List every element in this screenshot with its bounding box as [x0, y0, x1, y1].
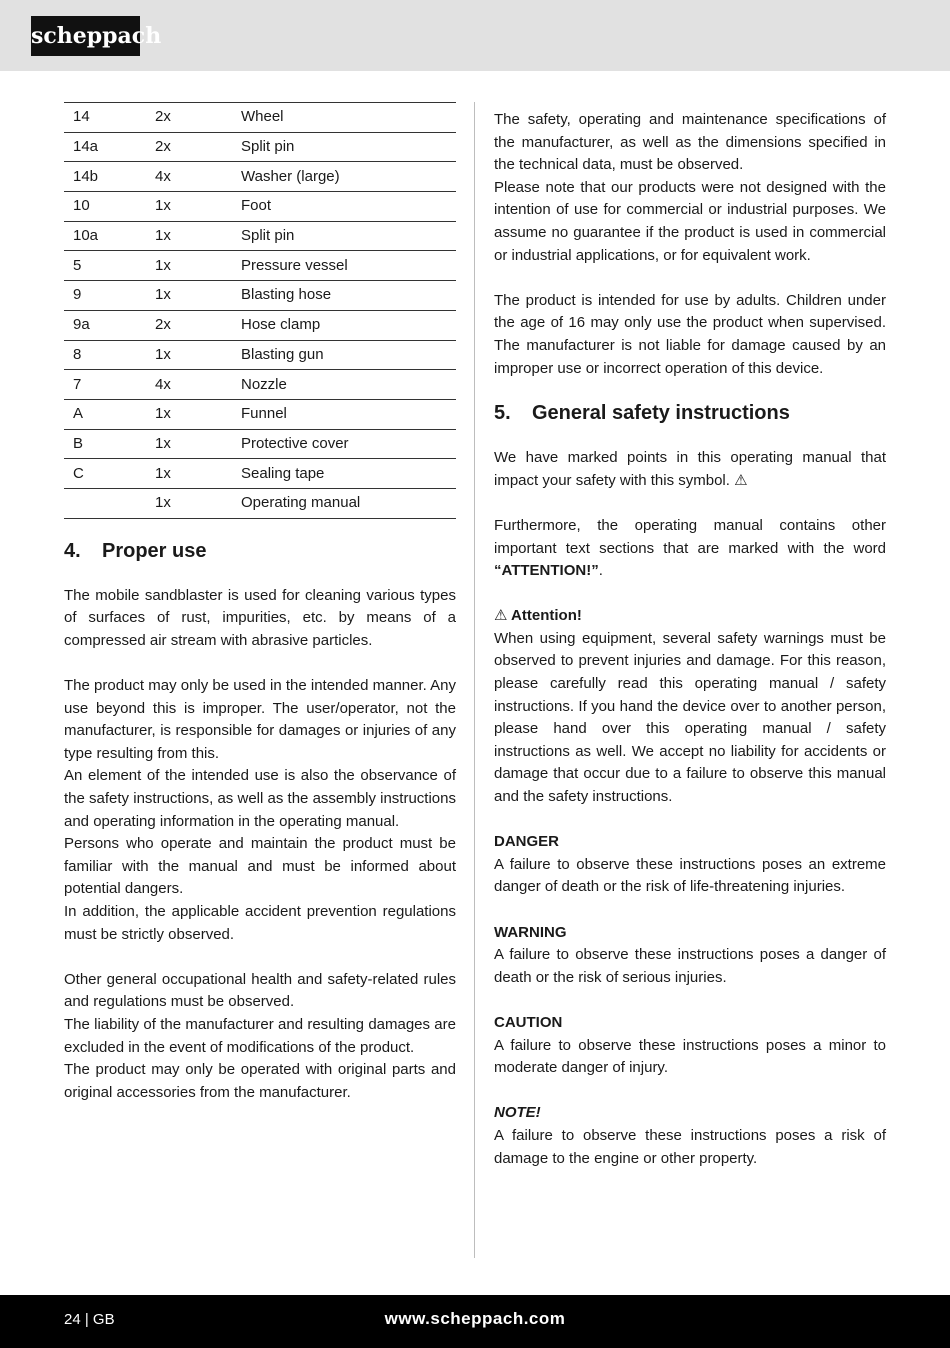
part-quantity: 2x — [146, 103, 232, 133]
page-number: 24 | GB — [64, 1311, 115, 1328]
proper-use-paragraph: The product may only be used in the intended manner. Any use beyond this is improper. The user/operator, not the manufacturer, is responsible for damages or injuries of any type resulting from this. — [64, 677, 456, 762]
scheppach-logo: scheppach — [31, 16, 140, 56]
part-number: 10a — [64, 221, 146, 251]
part-quantity: 1x — [146, 340, 232, 370]
attention-heading: ⚠ Attention! — [494, 607, 582, 625]
section-5-title: General safety instructions — [532, 402, 790, 425]
part-name: Hose clamp — [232, 310, 456, 340]
part-quantity: 1x — [146, 488, 232, 518]
table-row — [64, 399, 456, 429]
section-5-number: 5. — [494, 402, 511, 425]
part-number: 9 — [64, 281, 146, 311]
part-quantity: 2x — [146, 132, 232, 162]
proper-use-paragraph: An element of the intended use is also the observance of the safety instructions, as well as the assembly instructions and operating information in the operating manual. — [64, 767, 456, 830]
table-row — [64, 221, 456, 251]
table-row — [64, 340, 456, 370]
section-4-heading — [64, 539, 456, 563]
part-name: Wheel — [232, 103, 456, 133]
part-number: 10 — [64, 192, 146, 222]
website-url: www.scheppach.com — [384, 1309, 566, 1328]
section-4-number: 4. — [64, 539, 81, 562]
table-row — [64, 459, 456, 489]
part-quantity: 2x — [146, 310, 232, 340]
intro-paragraph: Please note that our products were not designed with the intention of use for commercial or industrial purposes. We assume no guarantee if the product is used in commercial or industrial applications, or for equivalent work. — [494, 178, 886, 264]
part-name: Funnel — [232, 399, 456, 429]
part-name: Blasting gun — [232, 340, 456, 370]
table-row — [64, 370, 456, 400]
part-quantity: 1x — [146, 221, 232, 251]
table-row — [64, 192, 456, 222]
table-row — [64, 103, 456, 133]
part-name: Washer (large) — [232, 162, 456, 192]
table-row — [64, 162, 456, 192]
left-column — [64, 102, 456, 1104]
part-number: 9a — [64, 310, 146, 340]
attention-text: When using equipment, several safety warnings must be observed to prevent injuries and damage. For this reason, please carefully read this operating manual / safety instructions. If you hand the device over to another person, please hand over this operating manual / safety instructions as well. We accept no liability for accidents or damage that occur due to a failure to observe this manual and the safety instructions. — [494, 629, 886, 806]
section-5-heading — [494, 401, 886, 425]
proper-use-paragraph: The liability of the manufacturer and resulting damages are excluded in the event of modifications of the product. — [64, 1015, 456, 1056]
part-quantity: 1x — [146, 459, 232, 489]
page-header — [0, 0, 950, 71]
safety-symbol-paragraph: We have marked points in this operating manual that impact your safety with this symbol. ⚠ — [494, 449, 886, 489]
table-row — [64, 251, 456, 281]
part-name: Split pin — [232, 221, 456, 251]
part-name: Blasting hose — [232, 281, 456, 311]
proper-use-paragraph: Persons who operate and maintain the product must be familiar with the manual and must be informed about potential dangers. — [64, 835, 456, 898]
attention-word-paragraph — [494, 515, 886, 583]
page-footer — [0, 1295, 950, 1348]
part-name: Operating manual — [232, 488, 456, 518]
warning-text: A failure to observe these instructions poses a danger of death or the risk of serious injuries. — [494, 946, 886, 986]
part-name: Pressure vessel — [232, 251, 456, 281]
part-name: Split pin — [232, 132, 456, 162]
proper-use-paragraph: Other general occupational health and safety-related rules and regulations must be observed. — [64, 970, 456, 1011]
caution-heading: CAUTION — [494, 1013, 563, 1031]
parts-table — [64, 102, 456, 519]
attention-word: “ATTENTION!” — [494, 562, 599, 580]
part-number: B — [64, 429, 146, 459]
part-name: Foot — [232, 192, 456, 222]
caution-text: A failure to observe these instructions poses a minor to moderate danger of injury. — [494, 1036, 886, 1077]
note-heading: NOTE! — [494, 1104, 541, 1122]
table-row — [64, 310, 456, 340]
warning-heading: WARNING — [494, 923, 567, 941]
table-row — [64, 488, 456, 518]
table-row — [64, 132, 456, 162]
table-row — [64, 281, 456, 311]
section-4-title: Proper use — [102, 539, 207, 562]
part-number: 14b — [64, 162, 146, 192]
part-quantity: 4x — [146, 370, 232, 400]
part-quantity: 1x — [146, 399, 232, 429]
intro-paragraph: The safety, operating and maintenance specifications of the manufacturer, as well as the dimensions specified in the technical data, must be observed. — [494, 111, 886, 174]
part-number: 7 — [64, 370, 146, 400]
part-name: Nozzle — [232, 370, 456, 400]
part-number: 14a — [64, 132, 146, 162]
part-quantity: 1x — [146, 281, 232, 311]
attention-word-text: Furthermore, the operating manual contains other important text sections that are marked with the word — [494, 516, 886, 557]
part-number: A — [64, 399, 146, 429]
attention-word-end: . — [598, 562, 603, 580]
column-divider — [474, 102, 475, 1258]
table-row — [64, 429, 456, 459]
part-quantity: 1x — [146, 251, 232, 281]
part-quantity: 4x — [146, 162, 232, 192]
intro-paragraph: The product is intended for use by adults. Children under the age of 16 may only use the product when supervised. The manufacturer is not liable for damage caused by an improper use or incorrect operation of this device. — [494, 291, 886, 377]
danger-text: A failure to observe these instructions poses an extreme danger of death or the risk of life-threatening injuries. — [494, 855, 886, 896]
proper-use-paragraph: In addition, the applicable accident prevention regulations must be strictly observed. — [64, 902, 456, 943]
part-number: C — [64, 459, 146, 489]
proper-use-paragraph: The mobile sandblaster is used for cleaning various types of surfaces of rust, impurities, etc. by means of a compressed air stream with abrasive particles. — [64, 586, 456, 649]
part-number: 5 — [64, 251, 146, 281]
danger-heading: DANGER — [494, 833, 560, 851]
part-quantity: 1x — [146, 429, 232, 459]
part-number: 8 — [64, 340, 146, 370]
part-name: Protective cover — [232, 429, 456, 459]
note-text: A failure to observe these instructions poses a risk of damage to the engine or other property. — [494, 1126, 886, 1167]
part-name: Sealing tape — [232, 459, 456, 489]
proper-use-paragraph: The product may only be operated with original parts and original accessories from the manufacturer. — [64, 1061, 456, 1101]
right-column — [494, 109, 886, 1170]
part-quantity: 1x — [146, 192, 232, 222]
part-number: 14 — [64, 103, 146, 133]
part-number — [64, 488, 146, 518]
